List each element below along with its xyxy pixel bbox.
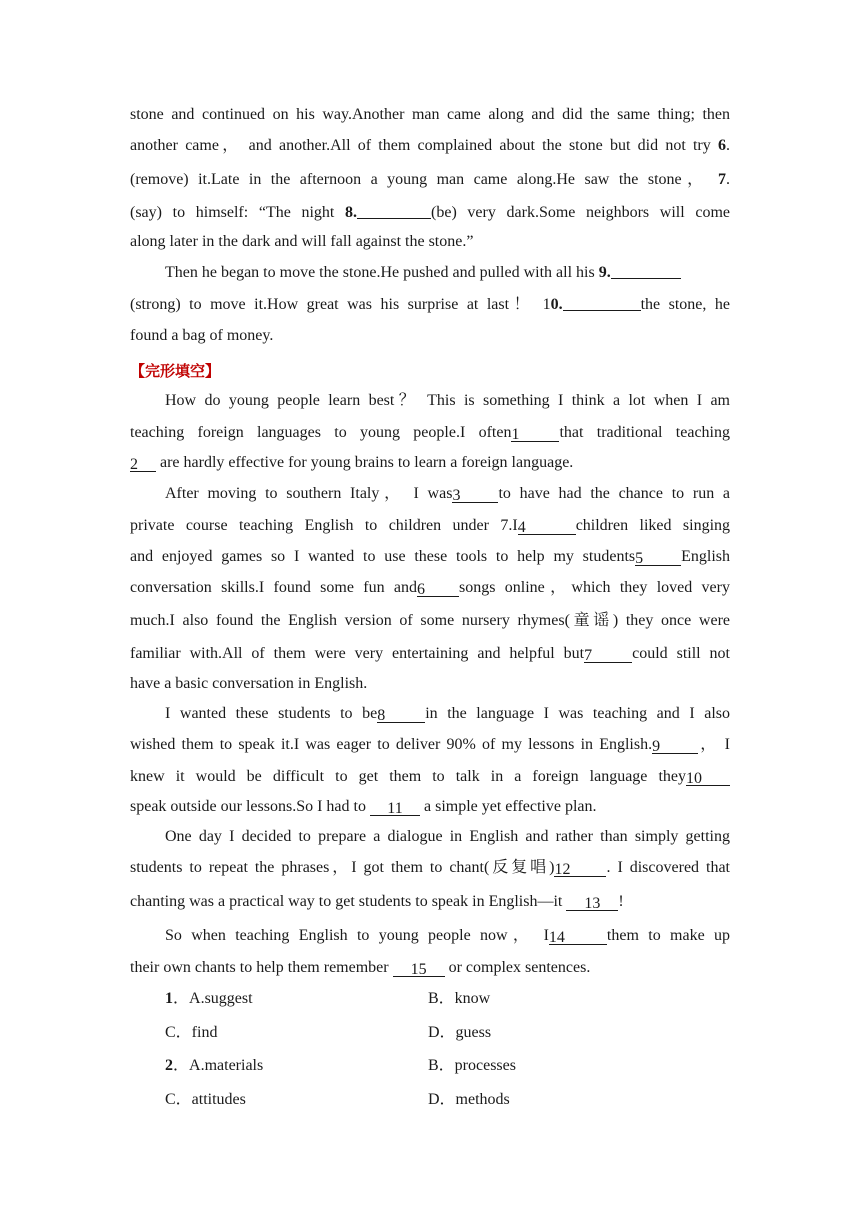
text: knew it would be difficult to get them to talk in a foreign language they: [130, 768, 686, 785]
cloze-blank: 13: [566, 894, 618, 911]
passage-line: [130, 232, 730, 252]
text: Then he began to move the stone.He pushed and pulled with all his: [165, 264, 595, 281]
text: After moving to southern Italy， I was: [165, 485, 453, 502]
passage-line: [130, 326, 730, 346]
cloze-blank: 5: [635, 549, 681, 566]
passage-line: Then he began to move the stone.He pushed and pulled with all his 9.: [130, 262, 730, 283]
option-c: [165, 1023, 217, 1043]
passage-line: another came， and another.All of them complained about the stone but did not try 6.: [130, 137, 730, 154]
text: teaching foreign languages to young people.I often: [130, 424, 512, 441]
text: One day I decided to prepare a dialogue in English and rather than simply getting: [165, 828, 730, 845]
cloze-line: [130, 484, 730, 504]
cloze-line: [130, 858, 730, 878]
text: them to make up: [606, 927, 730, 944]
option-b: [428, 1056, 516, 1076]
cloze-line: [130, 644, 730, 664]
blank-number: 9: [598, 264, 607, 281]
text: found a bag of money.: [130, 327, 274, 344]
text: conversation skills.I found some fun and: [130, 579, 417, 596]
text: are hardly effective for young brains to learn a foreign language.: [160, 454, 574, 471]
option-text: B．know: [428, 990, 491, 1007]
text: How do young people learn best？ This is something I think a lot when I am: [165, 392, 730, 409]
option-b: [428, 989, 490, 1009]
cloze-line: [130, 735, 730, 755]
text: and enjoyed games so I wanted to use these tools to help my students: [130, 548, 636, 565]
cloze-line: [130, 547, 730, 567]
cloze-line: [130, 958, 730, 978]
cloze-line: [130, 611, 730, 631]
option-text: C．attitudes: [165, 1091, 246, 1108]
text: So when teaching English to young people now， I: [165, 927, 549, 944]
option-a: 2．A.materials: [165, 1057, 264, 1074]
text: (be) very dark.Some neighbors will come: [431, 204, 730, 221]
text: or complex sentences.: [448, 959, 591, 976]
option-a: 1．A.suggest: [165, 990, 253, 1007]
text: (strong) to move it.How great was his surprise at last！ 1: [130, 296, 551, 313]
cloze-blank: 1: [511, 425, 559, 442]
option-text: A.materials: [189, 1057, 264, 1074]
text: children liked singing: [575, 517, 731, 534]
option-d: [428, 1023, 491, 1043]
cloze-blank: 3: [452, 486, 498, 503]
text: to have had the chance to run a: [498, 485, 731, 502]
text: (say) to himself: “The night: [130, 204, 335, 221]
cloze-blank: 9: [652, 737, 698, 754]
cloze-line: [130, 674, 730, 694]
cloze-line: [130, 578, 730, 598]
cloze-line: [130, 767, 730, 787]
cloze-blank: 7: [584, 646, 632, 663]
blank-number: 6: [718, 137, 726, 154]
text: (remove): [130, 171, 189, 188]
section-heading: [130, 361, 730, 382]
text: students to repeat the phrases，I got them to chant(反复唱): [130, 859, 555, 876]
answer-blank: [611, 262, 681, 279]
text: wished them to speak it.I was eager to deliver 90% of my lessons in English.: [130, 736, 653, 753]
cloze-line: [130, 704, 730, 724]
cloze-blank: 4: [518, 518, 576, 535]
cloze-blank: 14: [549, 928, 607, 945]
answer-blank: [357, 202, 431, 219]
text: a simple yet effective plan.: [423, 798, 597, 815]
cloze-line: [130, 516, 730, 536]
text: have a basic conversation in English.: [130, 675, 368, 692]
question-number: 1: [165, 990, 173, 1007]
text: !: [618, 893, 624, 910]
cloze-blank: 2: [130, 455, 156, 472]
text: familiar with.All of them were very entertaining and helpful but: [130, 645, 585, 662]
cloze-line: [130, 391, 730, 411]
cloze-line: [130, 827, 730, 847]
cloze-blank: 6: [417, 580, 459, 597]
cloze-line: [130, 423, 730, 443]
text: in the language I was teaching and I also: [425, 705, 730, 722]
text: private course teaching English to children under 7.I: [130, 517, 518, 534]
question-number: 2: [165, 1057, 173, 1074]
text: . I discovered that: [606, 859, 730, 876]
cloze-line: [130, 892, 730, 912]
cloze-blank: 15: [393, 960, 445, 977]
text: songs online，which they loved very: [459, 579, 730, 596]
text: speak outside our lessons.So I had to: [130, 798, 366, 815]
text: stone and continued on his way.Another man came along and did the same thing; then: [130, 106, 730, 123]
cloze-blank: 10: [686, 769, 730, 786]
option-text: B．processes: [428, 1057, 516, 1074]
text: the stone, he: [640, 296, 730, 313]
passage-line: [130, 105, 730, 125]
text: ， I: [698, 736, 730, 753]
blank-number: 8: [345, 204, 354, 221]
text: English: [681, 548, 730, 565]
text: it.Late in the afternoon a young man came along.He saw the stone，: [198, 171, 709, 188]
heading-text: 【完形填空】: [130, 362, 221, 380]
passage-line: (remove) it.Late in the afternoon a young man came along.He saw the stone， 7.: [130, 171, 731, 188]
cloze-blank: 12: [554, 860, 606, 877]
option-text: C．find: [165, 1024, 218, 1041]
text: chanting was a practical way to get students to speak in English—it: [130, 893, 563, 910]
cloze-line: [130, 926, 730, 946]
passage-line: (say) to himself: “The night 8. (be) very dark.Some neighbors will come: [130, 204, 730, 221]
cloze-blank: 11: [370, 799, 420, 816]
text: I wanted these students to be: [165, 705, 378, 722]
blank-number: 7: [718, 171, 727, 188]
option-d: [428, 1090, 510, 1110]
text: along later in the dark and will fall against the stone.”: [130, 233, 474, 250]
cloze-line: [130, 797, 730, 817]
cloze-blank: 8: [377, 706, 425, 723]
text: could still not: [632, 645, 731, 662]
option-text: D．guess: [428, 1024, 492, 1041]
cloze-line: [130, 453, 730, 473]
answer-blank: [563, 294, 641, 311]
option-c: [165, 1090, 246, 1110]
blank-number: 0.: [550, 296, 563, 313]
option-text: A.suggest: [189, 990, 253, 1007]
text: another came， and another.All of them complained about the stone but did not try: [130, 137, 711, 154]
text: much.I also found the English version of some nursery rhymes(童谣) they once were: [130, 612, 730, 629]
text: their own chants to help them remember: [130, 959, 389, 976]
text: that traditional teaching: [559, 424, 730, 441]
passage-line: [130, 294, 730, 315]
option-text: D．methods: [428, 1091, 510, 1108]
